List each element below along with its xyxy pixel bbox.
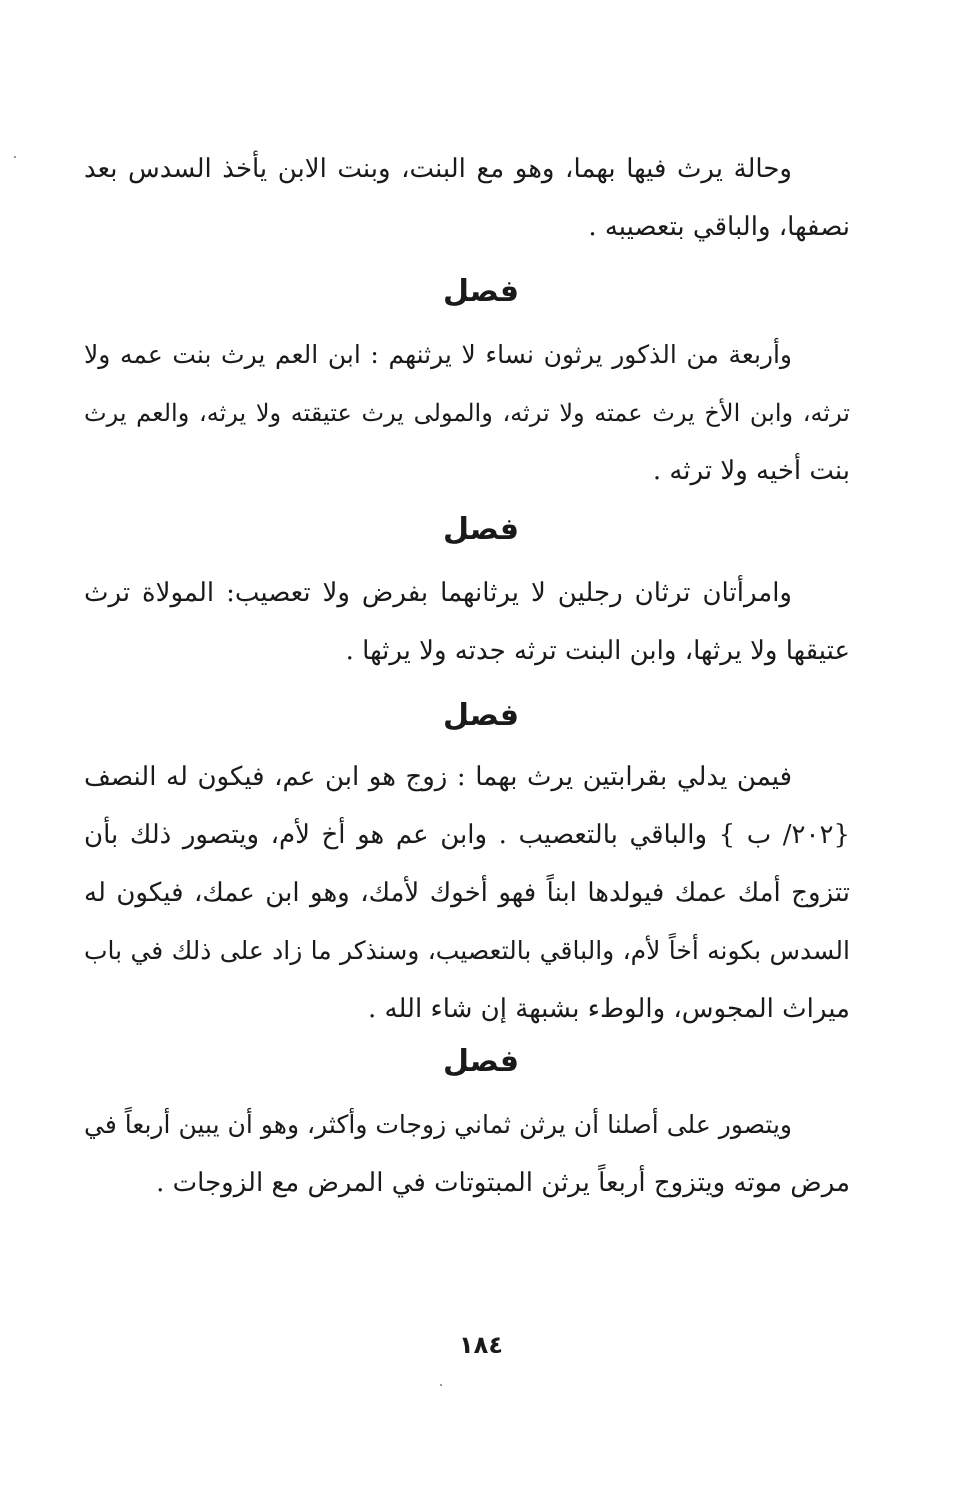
scan-speck bbox=[14, 156, 16, 158]
text-line: نصفها، والباقي بتعصيبه . bbox=[588, 212, 850, 242]
text-line: السدس بكونه أخاً لأم، والباقي بالتعصيب، وسنذكر ما زاد على ذلك في باب bbox=[84, 936, 850, 965]
text-line: مرض موته ويتزوج أربعاً يرثن المبتوتات في المرض مع الزوجات . bbox=[156, 1168, 850, 1198]
section-heading: فصل bbox=[443, 698, 519, 733]
text-line: ميراث المجوس، والوطء بشبهة إن شاء الله . bbox=[367, 994, 850, 1024]
paragraph-section-2 bbox=[84, 564, 850, 680]
text-line: بنت أخيه ولا ترثه . bbox=[652, 456, 850, 486]
text-line: تتزوج أمك عمك فيولدها ابناً فهو أخوك لأمك، وهو ابن عمك، فيكون له bbox=[84, 878, 850, 908]
scan-speck bbox=[440, 1384, 442, 1386]
text-line: ويتصور على أصلنا أن يرثن ثماني زوجات وأكثر، وهو أن يبين أربعاً في bbox=[84, 1110, 792, 1139]
page-number: ١٨٤ bbox=[459, 1331, 503, 1359]
section-heading: فصل bbox=[443, 1044, 519, 1079]
text-line: فيمن يدلي بقرابتين يرث بهما : زوج هو ابن عم، فيكون له النصف bbox=[84, 762, 792, 792]
section-heading: فصل bbox=[443, 512, 519, 547]
paragraph-section-4 bbox=[84, 1096, 850, 1212]
text-line: عتيقها ولا يرثها، وابن البنت ترثه جدته ولا يرثها . bbox=[345, 636, 850, 666]
paragraph-section-1 bbox=[84, 326, 850, 500]
paragraph-intro bbox=[84, 140, 850, 256]
text-line: وحالة يرث فيها بهما، وهو مع البنت، وبنت الابن يأخذ السدس بعد bbox=[84, 154, 792, 184]
text-line: وامرأتان ترثان رجلين لا يرثانهما بفرض ولا تعصيب: المولاة ترث bbox=[84, 578, 792, 608]
paragraph-section-3 bbox=[84, 748, 850, 1038]
section-heading: فصل bbox=[443, 274, 519, 309]
text-line: {٢٠٢/ ب } والباقي بالتعصيب . وابن عم هو أخ لأم، ويتصور ذلك بأن bbox=[84, 820, 850, 850]
text-line: ترثه، وابن الأخ يرث عمته ولا ترثه، والمولى يرث عتيقته ولا يرثه، والعم يرث bbox=[84, 399, 850, 427]
text-line: وأربعة من الذكور يرثون نساء لا يرثنهم : ابن العم يرث بنت عمه ولا bbox=[84, 340, 792, 369]
